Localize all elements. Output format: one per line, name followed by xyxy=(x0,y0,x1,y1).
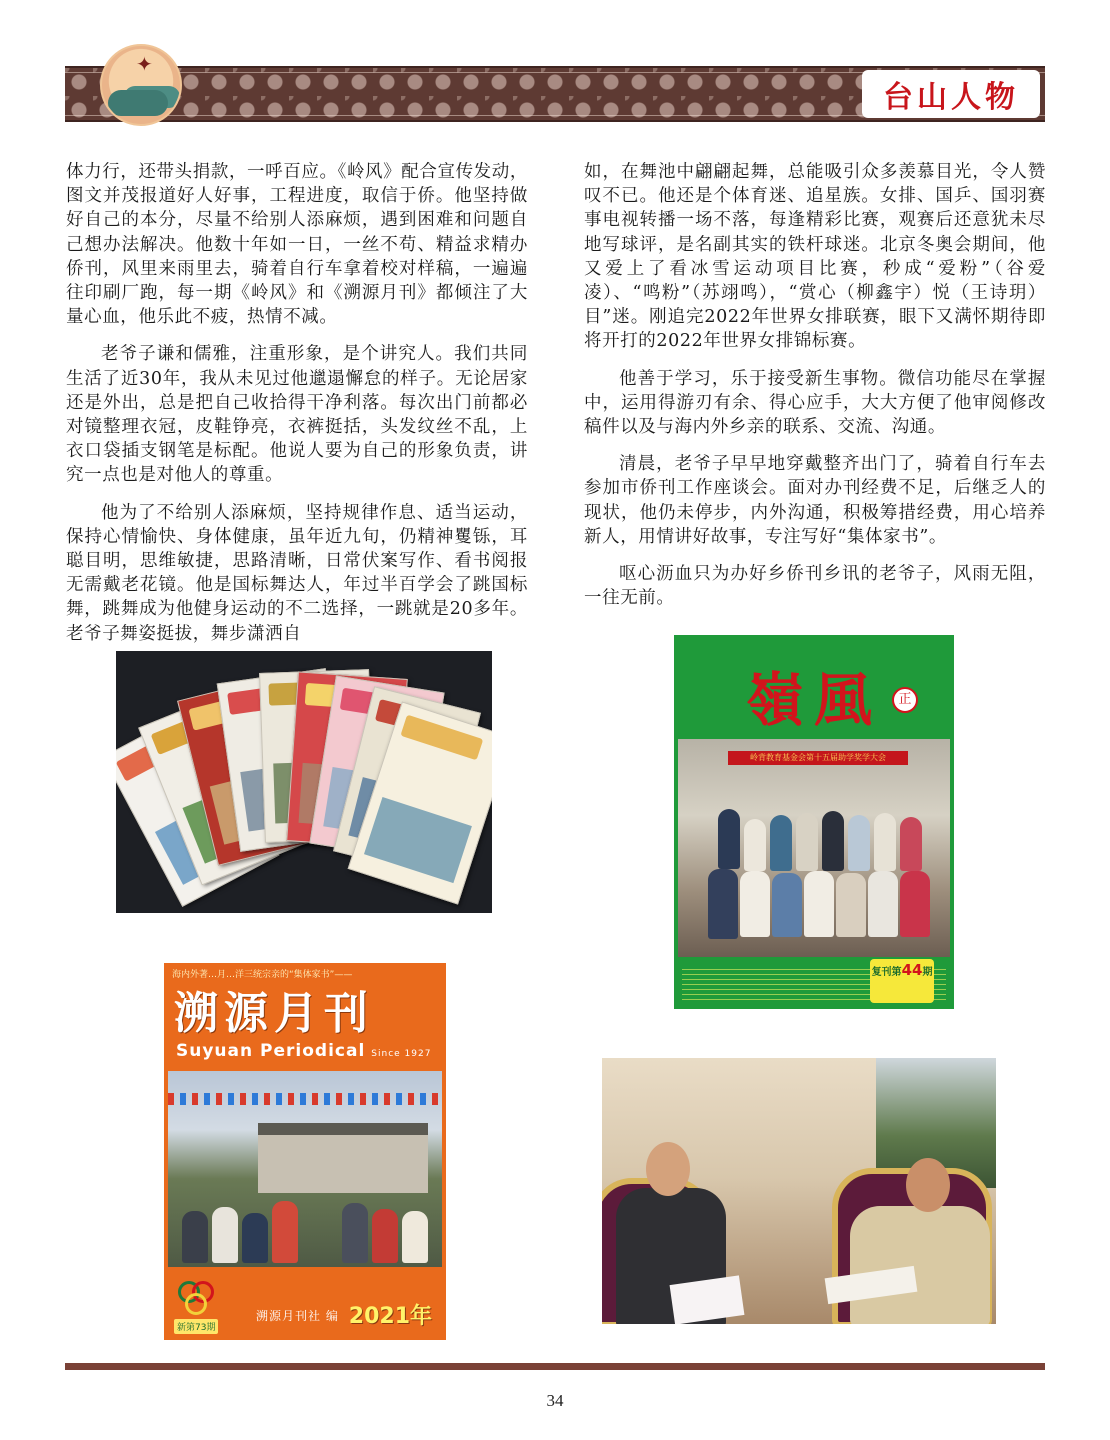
suyuan-issue: 新第73期 xyxy=(174,1319,218,1334)
right-text-column xyxy=(584,160,1046,623)
festival-flags xyxy=(168,1093,442,1105)
left-text-column xyxy=(66,160,528,659)
temple-photo xyxy=(168,1071,442,1267)
paragraph: 呕心沥血只为办好乡侨刊乡讯的老爷子，风雨无阻，一往无前。 xyxy=(584,564,1046,609)
reading-man xyxy=(850,1206,990,1324)
paragraph: 体力行，还带头捐款，一呼百应。《岭风》配合宣传发动，图文并茂报道好人好事，工程进度，取信于侨。他坚持做好自己的本分，尽量不给别人添麻烦，遇到困难和问题自己想办法解决。他数十年如一日，一丝不苟、精益求精办侨刊，风里来雨里去，骑着自行车拿着校对样稿，一遍遍往印刷厂跑，每一期《岭风》和《溯源月刊》都倾注了大量心血，他乐此不疲，热情不减。 xyxy=(66,162,528,328)
event-banner xyxy=(728,751,908,765)
paragraph: 老爷子谦和儒雅，注重形象，是个讲究人。我们共同生活了近30年，我从未见过他邋遢懈怠的样子。无论居家还是外出，总是把自己收拾得干净利落。每次出门前都必对镜整理衣冠，皮鞋铮亮，衣裤挺括，头发纹丝不乱，上衣口袋插支钢笔是标配。他说人要为自己的形象负责，讲究一点也是对他人的尊重。 xyxy=(66,344,528,486)
section-title-badge xyxy=(862,70,1040,118)
issue-label: 复刊第 xyxy=(871,967,902,978)
section-title: 台山人物 xyxy=(883,80,1019,115)
rings-logo-icon xyxy=(178,1281,218,1321)
event-banner-text: 岭背教育基金会第十五届助学奖学大会 xyxy=(750,753,886,762)
group-photo xyxy=(678,739,950,957)
paragraph: 他善于学习，乐于接受新生事物。微信功能尽在掌握中，运用得游刃有余、得心应手，大大方便了他审阅修改稿件以及与海内外乡亲的联系、交流、沟通。 xyxy=(584,368,1046,438)
suyuan-since: Since 1927 xyxy=(371,1049,432,1059)
temple-building xyxy=(258,1123,428,1193)
page-number: 34 xyxy=(546,1391,564,1410)
suyuan-title: 溯源月刊 xyxy=(174,988,374,1039)
paragraph: 他为了不给别人添麻烦，坚持规律作息、适当运动，保持心情愉快、身体健康，虽年近九旬，仍精神矍铄，耳聪目明，思维敏捷，思路清晰，日常伏案写作、看书阅报无需戴老花镜。他是国标舞达人，年过半百学会了跳国标舞，跳舞成为他健身运动的不二选择，一跳就是20多年。老爷子舞姿挺拔，舞步潇洒自 xyxy=(66,502,528,644)
suyuan-english: Suyuan Periodical xyxy=(176,1041,366,1061)
reading-man-head xyxy=(906,1158,950,1212)
paragraph: 如，在舞池中翩翩起舞，总能吸引众多羡慕目光，令人赞叹不已。他还是个体育迷、追星族。女排、国乒、国羽赛事电视转播一场不落，每逢精彩比赛，观赛后还意犹未尽地写球评，是名副其实的铁杆球迷。北京冬奥会期间，他又爱上了看冰雪运动项目比赛，秒成“爱粉”（谷爱凌）、“鸣粉”（苏翊鸣），“赏心（柳鑫宇）悦（王诗玥）目”迷。刚追完2022年世界女排联赛，眼下又满怀期待即将开打的2022年世界女排锦标赛。 xyxy=(584,162,1046,352)
suyuan-year: 2021年 xyxy=(348,1304,432,1329)
suyuan-publisher: 溯源月刊社 编 xyxy=(256,1309,339,1323)
footer-rule xyxy=(65,1363,1045,1370)
crane-emblem-icon: ✦ xyxy=(100,44,182,126)
lingfeng-badge: 正 xyxy=(892,687,918,713)
paragraph: 清晨，老爷子早早地穿戴整齐出门了，骑着自行车去参加市侨刊工作座谈会。面对办刊经费不足，后继乏人的现状，他仍未停步，内外沟通，积极筹措经费，用心培养新人，用情讲好故事，专注写好“集体家书”。 xyxy=(584,454,1046,547)
suyuan-tagline: 海内外著…月…洋三统宗亲的“集体家书”—— xyxy=(172,970,353,980)
magazines-fan-photo xyxy=(116,651,492,913)
lingfeng-title: 嶺風 xyxy=(745,666,882,734)
suyuan-english-title xyxy=(176,1041,431,1061)
elderly-man-head xyxy=(646,1142,690,1196)
issue-badge xyxy=(870,959,934,1003)
issue-unit: 期 xyxy=(922,967,933,978)
issue-number: 44 xyxy=(901,961,923,979)
suyuan-cover-photo xyxy=(164,963,446,1340)
gift-bag xyxy=(670,1275,745,1324)
meeting-photo xyxy=(602,1058,996,1324)
lingfeng-cover-photo xyxy=(674,635,954,1009)
